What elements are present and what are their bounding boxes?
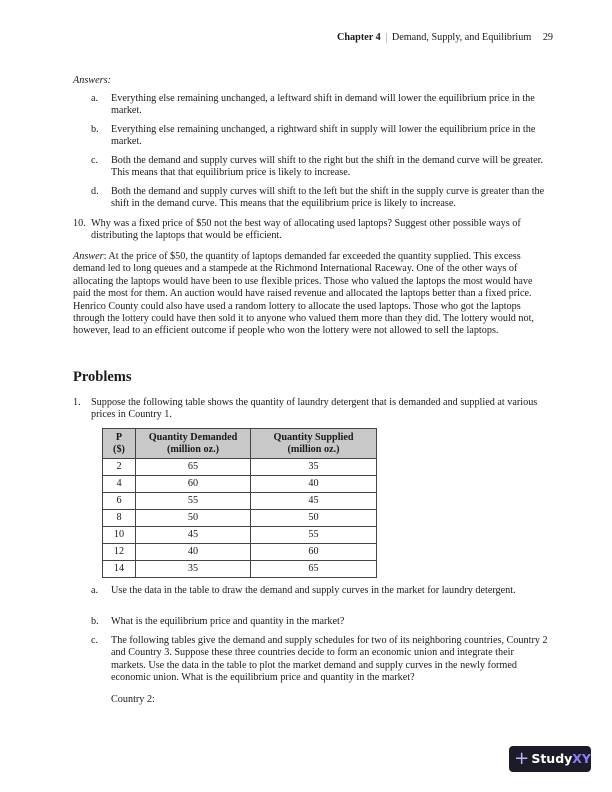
logo-text-accent: XY [572,750,591,766]
item-text: Both the demand and supply curves will shift to the left but the shift in the supply curve is greater than the shift in the demand curve. This means that the equilibrium price is likely to increase. [111,186,545,210]
table-header-row [103,429,377,459]
table-row: 12 40 60 [103,544,377,561]
question-marker: 10. [73,218,86,229]
data-table [102,428,377,578]
table-row: 2 65 35 [103,459,377,476]
item-marker: a. [91,585,99,596]
answer-item-b [91,124,551,149]
problem-1a [91,585,551,597]
table-row: 14 35 65 [103,561,377,578]
chapter-label: Chapter 4 [337,32,381,43]
problem-1b [91,616,551,628]
problem-text: Suppose the following table shows the quantity of laundry detergent that is demanded and supplied at various prices in Country 1. [91,397,538,421]
table-row: 4 60 40 [103,476,377,493]
answer-10 [73,251,543,338]
answer-text: : At the price of $50, the quantity of laptops demanded far exceeded the quantity supplied. This excess demand led to long queues and a stampede at the Richmond International Raceway. One of the other ways of allocating the laptops would have been to use flexible prices. Those who valued the laptops the most would have paid the most for them. An auction would have raised revenue and allocated the laptops better than a fixed price. Henrico County could also have used a random lottery to allocate the used laptops. Those who got the laptops through the lottery could have then sold it to anyone who valued them more than they did. The lottery would not, however, lead to an efficient outcome if people who won the lottery were not allowed to sell the laptops. [73,251,534,337]
item-text: Both the demand and supply curves will shift to the right but the shift in the demand curve will be greater. This means that that equilibrium price is likely to increase. [111,155,544,179]
problems-heading: Problems [73,369,132,385]
item-text: Use the data in the table to draw the demand and supply curves in the market for laundry detergent. [111,585,516,596]
answer-item-c [91,155,551,180]
item-marker: c. [91,155,99,166]
answer-item-d [91,186,551,211]
chapter-title: Demand, Supply, and Equilibrium [391,32,532,43]
table-row: 6 55 45 [103,493,377,510]
answers-label: Answers: [73,75,111,86]
question-10 [73,218,553,243]
answer-item-a [91,93,551,118]
problem-1 [73,397,553,422]
problem-1c [91,635,551,685]
studyxy-watermark[interactable] [509,746,591,772]
item-marker: c. [91,635,99,646]
header-price: P ($) [103,429,136,459]
table-row: 10 45 55 [103,527,377,544]
question-text: Why was a fixed price of $50 not the best way of allocating used laptops? Suggest other possible ways of distributing the laptops that would be efficient. [91,218,521,242]
country-2-label: Country 2: [111,694,155,705]
item-marker: b. [91,616,99,627]
problem-marker: 1. [73,397,81,408]
plus-icon: + [514,747,530,769]
item-marker: a. [91,93,99,104]
item-text: The following tables give the demand and supply schedules for two of its neighboring countries, Country 2 and Country 3. Suppose these three countries decide to form an economic union and integrate their markets. Use the data in the table to plot the market demand and supply curves in the newly formed economic union. What is the equilibrium price and quantity in the market? [111,635,548,684]
item-marker: d. [91,186,99,197]
table-row: 8 50 50 [103,510,377,527]
page-header [337,32,553,44]
item-marker: b. [91,124,99,135]
header-separator: | [385,32,388,43]
header-qty-supplied: Quantity Supplied (million oz.) [251,429,377,459]
page-number: 29 [542,32,553,43]
item-text: What is the equilibrium price and quantity in the market? [111,616,345,627]
answer-label: Answer [73,251,104,262]
item-text: Everything else remaining unchanged, a rightward shift in supply will lower the equilibrium price in the market. [111,124,536,148]
item-text: Everything else remaining unchanged, a leftward shift in demand will lower the equilibrium price in the market. [111,93,535,117]
logo-text: Study [531,750,573,766]
header-qty-demanded: Quantity Demanded (million oz.) [136,429,251,459]
